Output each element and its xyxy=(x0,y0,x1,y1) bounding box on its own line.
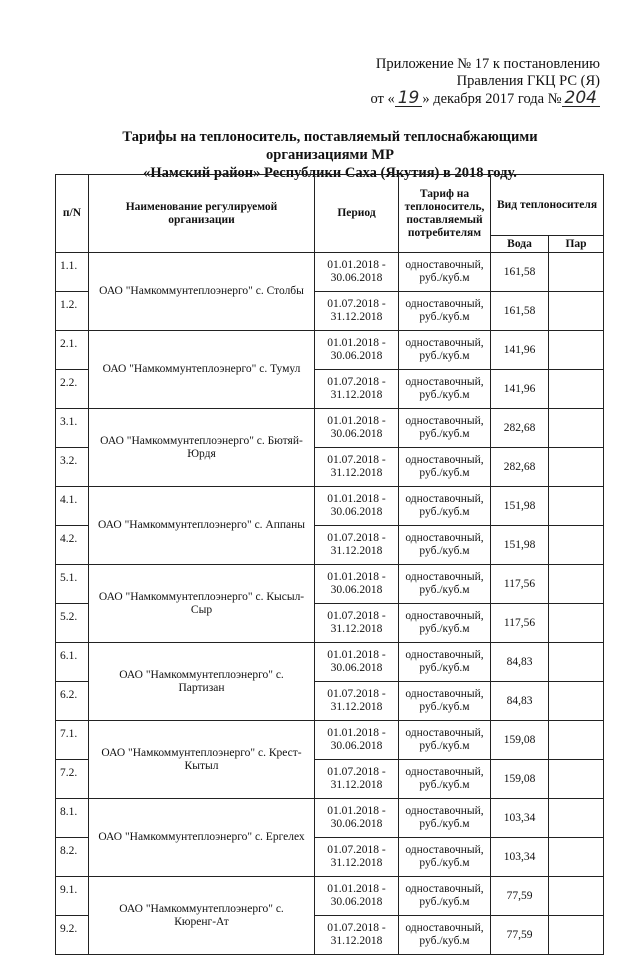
organization-name: ОАО "Намкоммунтеплоэнерго" с. Ергелех xyxy=(89,799,315,877)
tariff-type-cell: одноставочный, руб./куб.м xyxy=(399,253,491,292)
steam-value-cell xyxy=(549,526,604,565)
water-value-cell: 282,68 xyxy=(491,409,549,448)
organization-name: ОАО "Намкоммунтеплоэнерго" с. Бютяй-Юрдя xyxy=(89,409,315,487)
header-num: п/N xyxy=(56,175,89,253)
steam-value-cell xyxy=(549,838,604,877)
period-cell: 01.07.2018 - 31.12.2018 xyxy=(315,760,399,799)
row-number: 5.2. xyxy=(56,604,89,643)
steam-value-cell xyxy=(549,604,604,643)
tariff-type-cell: одноставочный, руб./куб.м xyxy=(399,292,491,331)
tariff-type-cell: одноставочный, руб./куб.м xyxy=(399,370,491,409)
row-number: 3.2. xyxy=(56,448,89,487)
document-header xyxy=(370,56,600,108)
row-number: 7.1. xyxy=(56,721,89,760)
handwritten-number: 204 xyxy=(562,90,600,107)
steam-value-cell xyxy=(549,682,604,721)
header-line-board: Правления ГКЦ РС (Я) xyxy=(456,73,600,89)
steam-value-cell xyxy=(549,916,604,955)
period-cell: 01.07.2018 - 31.12.2018 xyxy=(315,526,399,565)
row-number: 9.1. xyxy=(56,877,89,916)
period-cell: 01.01.2018 - 30.06.2018 xyxy=(315,721,399,760)
steam-value-cell xyxy=(549,409,604,448)
organization-name: ОАО "Намкоммунтеплоэнерго" с. Кюренг-Ат xyxy=(89,877,315,955)
water-value-cell: 77,59 xyxy=(491,916,549,955)
organization-name: ОАО "Намкоммунтеплоэнерго" с. Крест-Кытыл xyxy=(89,721,315,799)
header-steam: Пар xyxy=(549,236,604,253)
period-cell: 01.01.2018 - 30.06.2018 xyxy=(315,487,399,526)
water-value-cell: 141,96 xyxy=(491,331,549,370)
handwritten-day: 19 xyxy=(395,90,423,107)
row-number: 4.2. xyxy=(56,526,89,565)
period-cell: 01.01.2018 - 30.06.2018 xyxy=(315,643,399,682)
period-cell: 01.01.2018 - 30.06.2018 xyxy=(315,253,399,292)
header-line-date xyxy=(370,90,600,108)
organization-name: ОАО "Намкоммунтеплоэнерго" с. Столбы xyxy=(89,253,315,331)
tariff-type-cell: одноставочный, руб./куб.м xyxy=(399,838,491,877)
row-number: 4.1. xyxy=(56,487,89,526)
organization-name: ОАО "Намкоммунтеплоэнерго" с. Тумул xyxy=(89,331,315,409)
water-value-cell: 84,83 xyxy=(491,682,549,721)
water-value-cell: 282,68 xyxy=(491,448,549,487)
row-number: 5.1. xyxy=(56,565,89,604)
period-cell: 01.07.2018 - 31.12.2018 xyxy=(315,682,399,721)
steam-value-cell xyxy=(549,643,604,682)
tariff-type-cell: одноставочный, руб./куб.м xyxy=(399,760,491,799)
header-tariff: Тариф на теплоноситель, поставляемый потребителям xyxy=(399,175,491,253)
steam-value-cell xyxy=(549,565,604,604)
header-water: Вода xyxy=(491,236,549,253)
steam-value-cell xyxy=(549,331,604,370)
table-body xyxy=(56,253,604,955)
steam-value-cell xyxy=(549,760,604,799)
water-value-cell: 117,56 xyxy=(491,565,549,604)
water-value-cell: 103,34 xyxy=(491,838,549,877)
steam-value-cell xyxy=(549,448,604,487)
table-row xyxy=(56,721,604,760)
water-value-cell: 161,58 xyxy=(491,253,549,292)
period-cell: 01.07.2018 - 31.12.2018 xyxy=(315,916,399,955)
tariff-type-cell: одноставочный, руб./куб.м xyxy=(399,331,491,370)
row-number: 1.1. xyxy=(56,253,89,292)
steam-value-cell xyxy=(549,721,604,760)
period-cell: 01.07.2018 - 31.12.2018 xyxy=(315,370,399,409)
tariff-type-cell: одноставочный, руб./куб.м xyxy=(399,487,491,526)
row-number: 3.1. xyxy=(56,409,89,448)
tariff-type-cell: одноставочный, руб./куб.м xyxy=(399,877,491,916)
water-value-cell: 77,59 xyxy=(491,877,549,916)
water-value-cell: 141,96 xyxy=(491,370,549,409)
row-number: 9.2. xyxy=(56,916,89,955)
row-number: 7.2. xyxy=(56,760,89,799)
tariff-type-cell: одноставочный, руб./куб.м xyxy=(399,409,491,448)
water-value-cell: 159,08 xyxy=(491,760,549,799)
table-row xyxy=(56,565,604,604)
header-line-appendix: Приложение № 17 к постановлению xyxy=(375,56,600,72)
table-row xyxy=(56,643,604,682)
header-organization: Наименование регулируемой организации xyxy=(89,175,315,253)
water-value-cell: 84,83 xyxy=(491,643,549,682)
steam-value-cell xyxy=(549,253,604,292)
tariff-table xyxy=(55,174,604,955)
row-number: 6.2. xyxy=(56,682,89,721)
table-row xyxy=(56,877,604,916)
header-period: Период xyxy=(315,175,399,253)
water-value-cell: 103,34 xyxy=(491,799,549,838)
tariff-type-cell: одноставочный, руб./куб.м xyxy=(399,565,491,604)
table-row xyxy=(56,331,604,370)
organization-name: ОАО "Намкоммунтеплоэнерго" с. Кысыл-Сыр xyxy=(89,565,315,643)
table-row xyxy=(56,253,604,292)
steam-value-cell xyxy=(549,292,604,331)
steam-value-cell xyxy=(549,370,604,409)
date-prefix: от « xyxy=(370,91,395,107)
tariff-type-cell: одноставочный, руб./куб.м xyxy=(399,448,491,487)
row-number: 2.2. xyxy=(56,370,89,409)
period-cell: 01.07.2018 - 31.12.2018 xyxy=(315,838,399,877)
period-cell: 01.01.2018 - 30.06.2018 xyxy=(315,799,399,838)
period-cell: 01.01.2018 - 30.06.2018 xyxy=(315,331,399,370)
tariff-type-cell: одноставочный, руб./куб.м xyxy=(399,721,491,760)
tariff-type-cell: одноставочный, руб./куб.м xyxy=(399,643,491,682)
tariff-type-cell: одноставочный, руб./куб.м xyxy=(399,916,491,955)
water-value-cell: 151,98 xyxy=(491,487,549,526)
steam-value-cell xyxy=(549,877,604,916)
steam-value-cell xyxy=(549,487,604,526)
table-row xyxy=(56,409,604,448)
date-month-year: » декабря 2017 года № xyxy=(422,91,562,107)
row-number: 8.2. xyxy=(56,838,89,877)
row-number: 1.2. xyxy=(56,292,89,331)
tariff-type-cell: одноставочный, руб./куб.м xyxy=(399,682,491,721)
period-cell: 01.07.2018 - 31.12.2018 xyxy=(315,292,399,331)
title-line-2: «Намский район» Республики Саха (Якутия) в 2018 году. xyxy=(143,165,517,181)
row-number: 2.1. xyxy=(56,331,89,370)
steam-value-cell xyxy=(549,799,604,838)
period-cell: 01.01.2018 - 30.06.2018 xyxy=(315,565,399,604)
water-value-cell: 159,08 xyxy=(491,721,549,760)
period-cell: 01.07.2018 - 31.12.2018 xyxy=(315,448,399,487)
row-number: 8.1. xyxy=(56,799,89,838)
table-row xyxy=(56,799,604,838)
table-row xyxy=(56,487,604,526)
period-cell: 01.01.2018 - 30.06.2018 xyxy=(315,409,399,448)
row-number: 6.1. xyxy=(56,643,89,682)
water-value-cell: 151,98 xyxy=(491,526,549,565)
water-value-cell: 117,56 xyxy=(491,604,549,643)
period-cell: 01.01.2018 - 30.06.2018 xyxy=(315,877,399,916)
tariff-type-cell: одноставочный, руб./куб.м xyxy=(399,604,491,643)
title-line-1: Тарифы на теплоноситель, поставляемый теплоснабжающими организациями МР xyxy=(122,129,538,163)
header-coolant-type: Вид теплоносителя xyxy=(491,175,604,236)
water-value-cell: 161,58 xyxy=(491,292,549,331)
organization-name: ОАО "Намкоммунтеплоэнерго" с. Аппаны xyxy=(89,487,315,565)
organization-name: ОАО "Намкоммунтеплоэнерго" с. Партизан xyxy=(89,643,315,721)
period-cell: 01.07.2018 - 31.12.2018 xyxy=(315,604,399,643)
tariff-type-cell: одноставочный, руб./куб.м xyxy=(399,526,491,565)
tariff-type-cell: одноставочный, руб./куб.м xyxy=(399,799,491,838)
